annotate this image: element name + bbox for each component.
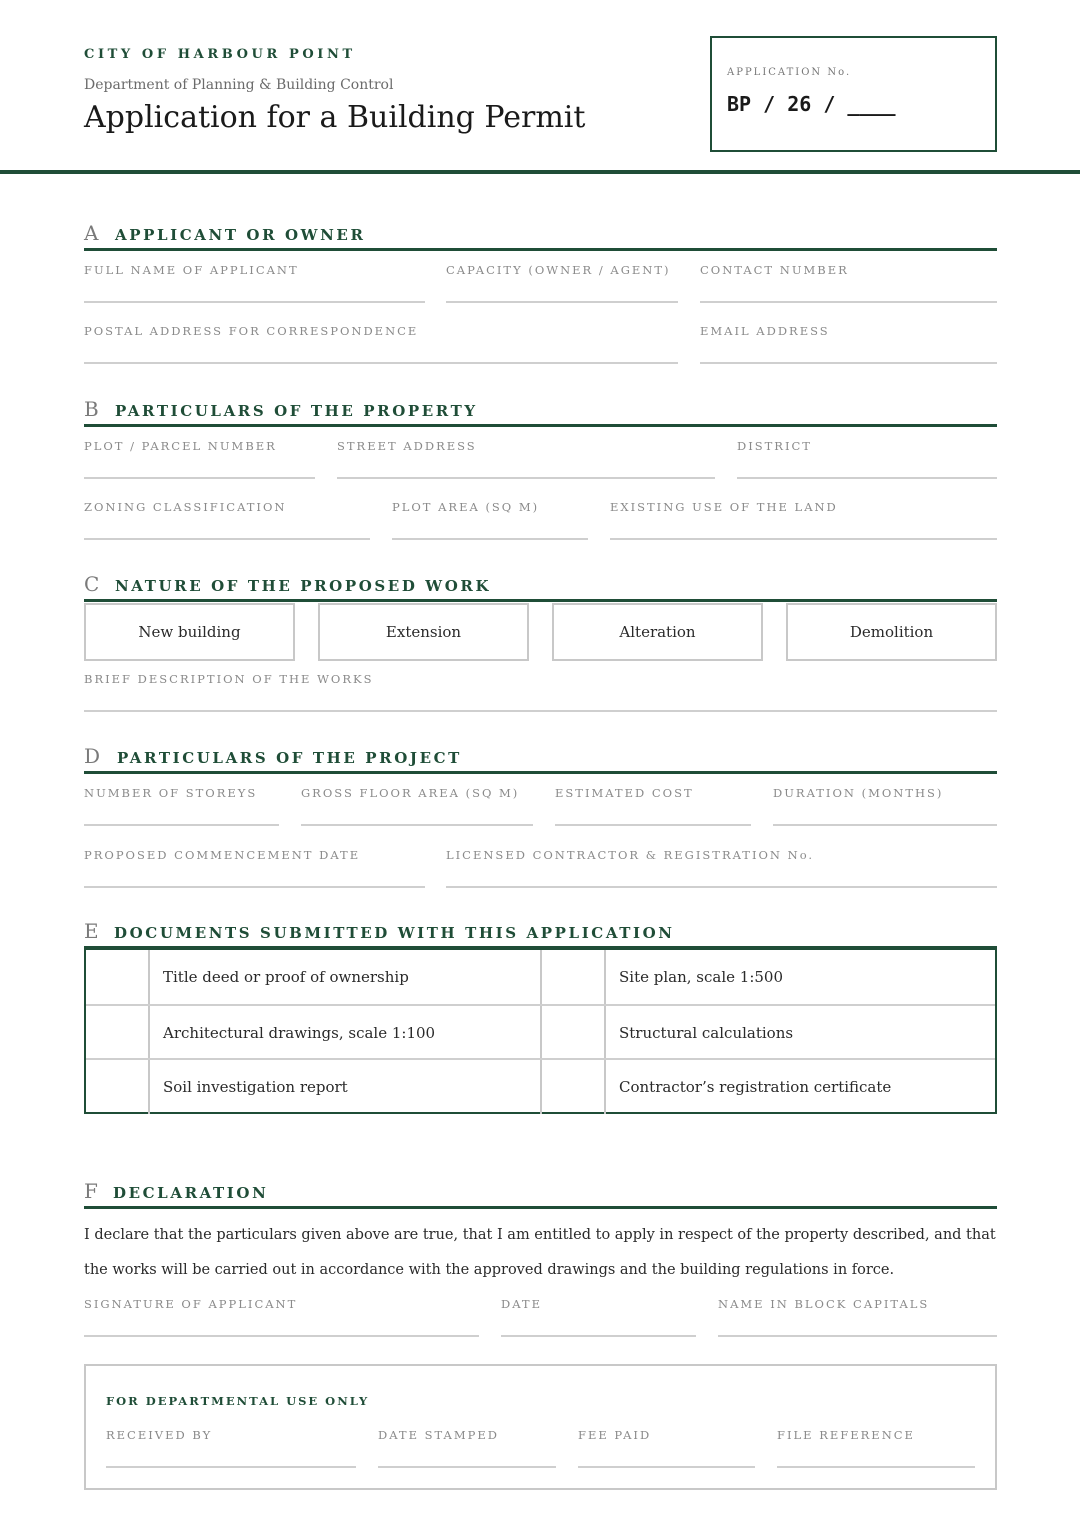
section-letter: A [84,221,99,245]
section-title: PARTICULARS OF THE PROJECT [117,749,462,767]
gross-floor-area-field[interactable] [301,786,533,826]
field-label: FILE REFERENCE [777,1428,915,1442]
field-label: CONTACT NUMBER [700,263,849,277]
section-title: APPLICANT OR OWNER [115,226,366,244]
estimated-cost-field[interactable] [555,786,751,826]
document-checkbox[interactable] [86,950,150,1004]
document-checkbox[interactable] [542,1060,606,1114]
field-label: CAPACITY (OWNER / AGENT) [446,263,671,277]
plot-area-field[interactable] [392,500,588,540]
section-letter: E [84,919,99,943]
document-label: Architectural drawings, scale 1:100 [163,1024,436,1042]
document-checkbox[interactable] [542,1006,606,1060]
departmental-use-title: FOR DEPARTMENTAL USE ONLY [106,1394,370,1408]
field-label: DISTRICT [737,439,812,453]
field-label: RECEIVED BY [106,1428,213,1442]
field-label: FEE PAID [578,1428,652,1442]
file-reference-field[interactable] [777,1428,975,1468]
document-label: Title deed or proof of ownership [163,968,409,986]
application-number-field[interactable]: BP / 26 / ____ [727,92,896,116]
field-label: STREET ADDRESS [337,439,477,453]
contact-number-field[interactable] [700,263,997,303]
section-f-heading [84,1179,997,1209]
field-label: DURATION (MONTHS) [773,786,944,800]
field-label: ESTIMATED COST [555,786,694,800]
date-stamped-field[interactable] [378,1428,556,1468]
option-demolition[interactable]: Demolition [786,603,997,661]
section-d-heading [84,744,997,774]
postal-address-field[interactable] [84,324,678,364]
street-address-field[interactable] [337,439,715,479]
field-label: LICENSED CONTRACTOR & REGISTRATION No. [446,848,815,862]
table-row [86,950,995,1004]
section-letter: B [84,397,99,421]
application-number-label: APPLICATION No. [727,67,852,78]
document-label: Site plan, scale 1:500 [619,968,783,986]
section-b-heading [84,397,997,427]
field-label: PROPOSED COMMENCEMENT DATE [84,848,361,862]
contractor-field[interactable] [446,848,997,888]
section-letter: D [84,744,101,768]
application-number-box [710,36,997,152]
document-checkbox[interactable] [86,1060,150,1114]
email-address-field[interactable] [700,324,997,364]
existing-use-field[interactable] [610,500,997,540]
section-title: PARTICULARS OF THE PROPERTY [115,402,478,420]
field-label: SIGNATURE OF APPLICANT [84,1297,298,1311]
table-row [86,1006,995,1060]
district-field[interactable] [737,439,997,479]
zoning-field[interactable] [84,500,370,540]
block-capitals-name-field[interactable] [718,1297,997,1337]
section-e-heading [84,919,997,949]
field-label: NAME IN BLOCK CAPITALS [718,1297,930,1311]
table-row [86,1060,995,1114]
departmental-use-box [84,1364,997,1490]
works-description-field[interactable] [84,672,997,712]
field-label: PLOT / PARCEL NUMBER [84,439,277,453]
plot-number-field[interactable] [84,439,315,479]
option-extension[interactable]: Extension [318,603,529,661]
fee-paid-field[interactable] [578,1428,755,1468]
section-c-heading [84,572,997,602]
option-alteration[interactable]: Alteration [552,603,763,661]
field-label: DATE [501,1297,542,1311]
field-label: PLOT AREA (SQ M) [392,500,540,514]
field-label: BRIEF DESCRIPTION OF THE WORKS [84,672,374,686]
field-label: EMAIL ADDRESS [700,324,830,338]
section-letter: F [84,1179,98,1203]
field-label: FULL NAME OF APPLICANT [84,263,299,277]
department-name: Department of Planning & Building Control [84,77,394,93]
document-label: Structural calculations [619,1024,794,1042]
declaration-text: I declare that the particulars given above are true, that I am entitled to apply in respect of the property described, and that the works will be carried out in accordance with the approved drawings and the building regulations in force. [84,1227,996,1278]
form-header [0,0,1080,174]
full-name-field[interactable] [84,263,425,303]
capacity-field[interactable] [446,263,678,303]
document-label: Soil investigation report [163,1078,348,1096]
field-label: NUMBER OF STOREYS [84,786,258,800]
documents-table [84,948,997,1114]
field-label: EXISTING USE OF THE LAND [610,500,838,514]
section-a-heading [84,221,997,251]
document-label: Contractor’s registration certificate [619,1078,892,1096]
option-new-building[interactable]: New building [84,603,295,661]
section-title: NATURE OF THE PROPOSED WORK [115,577,492,595]
storeys-field[interactable] [84,786,279,826]
signature-field[interactable] [84,1297,479,1337]
section-title: DOCUMENTS SUBMITTED WITH THIS APPLICATION [114,924,675,942]
field-label: ZONING CLASSIFICATION [84,500,287,514]
city-name: CITY OF HARBOUR POINT [84,47,356,62]
field-label: GROSS FLOOR AREA (SQ M) [301,786,520,800]
section-title: DECLARATION [113,1184,269,1202]
received-by-field[interactable] [106,1428,356,1468]
commencement-date-field[interactable] [84,848,425,888]
field-label: POSTAL ADDRESS FOR CORRESPONDENCE [84,324,419,338]
field-label: DATE STAMPED [378,1428,499,1442]
document-checkbox[interactable] [86,1006,150,1060]
form-title: Application for a Building Permit [84,100,586,135]
document-checkbox[interactable] [542,950,606,1004]
duration-field[interactable] [773,786,997,826]
declaration-date-field[interactable] [501,1297,696,1337]
section-letter: C [84,572,100,596]
